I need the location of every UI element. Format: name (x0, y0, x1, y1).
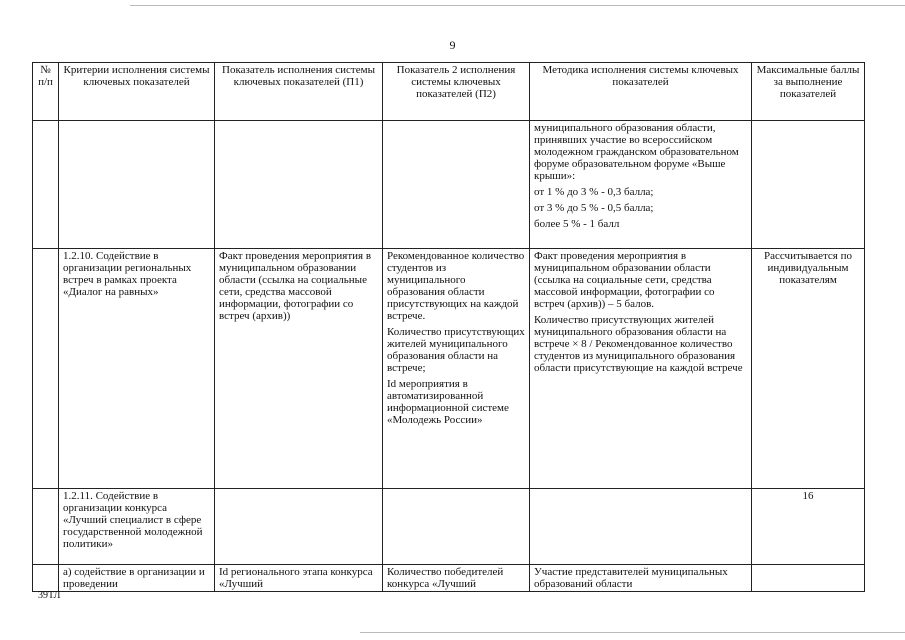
cell-criteria (59, 121, 215, 249)
scan-line-top (130, 5, 905, 6)
header-num: № п/п (33, 63, 59, 121)
header-row (33, 63, 865, 121)
cell-num (33, 489, 59, 565)
cell-method (530, 249, 752, 489)
cell-method (530, 121, 752, 249)
table-row-a (33, 565, 865, 592)
cell-p1: Факт проведения мероприятия в муниципальном образовании области (ссылка на социальные сети, средства массовой информации, фотографии со встреч (архив)) (215, 249, 383, 489)
cell-max: 16 (752, 489, 865, 565)
table-row-1-2-11 (33, 489, 865, 565)
cell-p2 (383, 249, 530, 489)
document-code: 39ТЛ (38, 590, 61, 601)
p2-text: Id мероприятия в автоматизированной информационной системе «Молодежь России» (387, 378, 509, 426)
cell-criteria: а) содействие в организации и проведении (59, 565, 215, 592)
scan-line-bottom (360, 632, 905, 633)
cell-method (530, 489, 752, 565)
header-max: Максимальные баллы за выполнение показателей (752, 63, 865, 121)
method-text: Количество присутствующих жителей муниципального образования области на встрече × 8 / Рекомендованное количество студентов из муниципального образования области присутствующие на каждой встрече (534, 314, 743, 374)
header-p2: Показатель 2 исполнения системы ключевых показателей (П2) (383, 63, 530, 121)
cell-max (752, 121, 865, 249)
p2-text: Рекомендованное количество студентов из муниципального образования области присутствующих на каждой встрече. (387, 250, 525, 322)
cell-p1: Id регионального этапа конкурса «Лучший (215, 565, 383, 592)
cell-criteria: 1.2.11. Содействие в организации конкурса «Лучший специалист в сфере государственной молодежной политики» (59, 489, 215, 565)
cell-p2: Количество победителей конкурса «Лучший (383, 565, 530, 592)
method-text: Факт проведения мероприятия в муниципальном образовании области (ссылка на социальные сети, средства массовой информации, фотографии со встреч (архив)) – 5 балов. (534, 250, 715, 310)
cell-num (33, 249, 59, 489)
cell-p2 (383, 489, 530, 565)
header-p1: Показатель исполнения системы ключевых показателей (П1) (215, 63, 383, 121)
kpi-table (32, 62, 865, 592)
method-text: более 5 % - 1 балл (534, 218, 620, 230)
p2-text: Количество присутствующих жителей муниципального образования области на встрече; (387, 326, 525, 374)
method-text: от 3 % до 5 % - 0,5 балла; (534, 202, 654, 214)
cell-p1 (215, 121, 383, 249)
page-number: 9 (449, 38, 456, 52)
cell-p1 (215, 489, 383, 565)
table-row-1-2-10 (33, 249, 865, 489)
table-row-continued (33, 121, 865, 249)
cell-p2 (383, 121, 530, 249)
cell-num (33, 121, 59, 249)
method-text: от 1 % до 3 % - 0,3 балла; (534, 186, 654, 198)
cell-criteria: 1.2.10. Содействие в организации региональных встреч в рамках проекта «Диалог на равных» (59, 249, 215, 489)
method-text: муниципального образования области, принявших участие во всероссийском молодежном гражданском образовательном форуме образовательном форуме «Выше крыши»: (534, 122, 739, 182)
cell-method: Участие представителей муниципальных образований области (530, 565, 752, 592)
header-criteria: Критерии исполнения системы ключевых показателей (59, 63, 215, 121)
cell-num (33, 565, 59, 592)
header-method: Методика исполнения системы ключевых показателей (530, 63, 752, 121)
cell-max: Рассчитывается по индивидуальным показателям (752, 249, 865, 489)
cell-max (752, 565, 865, 592)
